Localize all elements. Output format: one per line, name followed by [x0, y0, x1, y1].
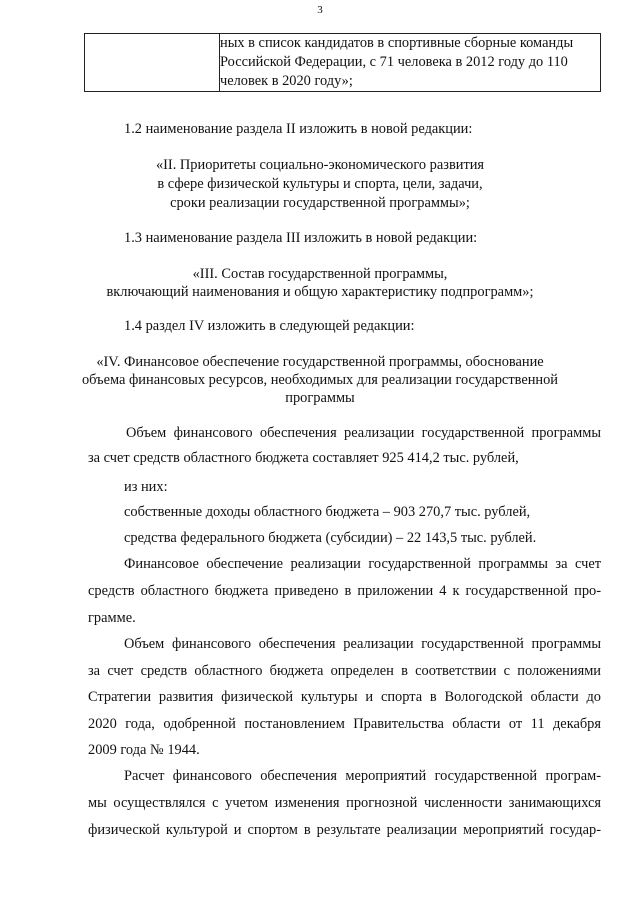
para-appendix-line: средств областного бюджета приведено в приложении 4 к государственной про-	[88, 583, 601, 599]
page-number: 3	[317, 4, 323, 16]
own-revenue-line: собственные доходы областного бюджета – 903 270,7 тыс. рублей,	[124, 504, 531, 520]
item-1-4: 1.4 раздел IV изложить в следующей редакции:	[124, 318, 415, 334]
para-volume-line: Объем финансового обеспечения реализации государственной программы	[126, 425, 601, 441]
para-strategy-line: Стратегии развития физической культуры и спорта в Вологодской области до	[88, 689, 601, 705]
section-2-title-line: в сфере физической культуры и спорта, цели, задачи,	[157, 176, 483, 192]
table-text-cell	[220, 34, 601, 92]
para-calc-line: физической культурой и спортом в результате реализации мероприятий государ-	[88, 822, 601, 838]
para-volume-line: за счет средств областного бюджета составляет 925 414,2 тыс. рублей,	[88, 450, 519, 466]
federal-funds-line: средства федерального бюджета (субсидии) – 22 143,5 тыс. рублей.	[124, 530, 537, 546]
section-2-title-line: сроки реализации государственной программы»;	[170, 195, 470, 211]
section-3-title-line: «III. Состав государственной программы,	[192, 266, 448, 282]
continuation-table	[84, 33, 601, 92]
item-1-3: 1.3 наименование раздела III изложить в новой редакции:	[124, 230, 478, 246]
para-strategy-line: за счет средств областного бюджета определен в соответствии с положениями	[88, 663, 601, 679]
para-strategy-line: 2009 года № 1944.	[88, 742, 200, 758]
section-4-title-line: «IV. Финансовое обеспечение государственной программы, обоснование	[96, 354, 544, 370]
para-appendix-line: грамме.	[88, 610, 136, 626]
section-2-title-line: «II. Приоритеты социально-экономического развития	[155, 157, 485, 173]
table-cell-line: ных в список кандидатов в спортивные сборные команды	[220, 35, 574, 51]
para-calc-line: Расчет финансового обеспечения мероприятий государственной програм-	[124, 768, 601, 784]
item-1-2: 1.2 наименование раздела II изложить в новой редакции:	[124, 121, 473, 137]
section-4-title-line: объема финансовых ресурсов, необходимых для реализации государственной	[81, 372, 559, 388]
table-empty-cell	[85, 34, 220, 92]
para-appendix-line: Финансовое обеспечение реализации государственной программы за счет	[124, 556, 601, 572]
section-3-title-line: включающий наименования и общую характеристику подпрограмм»;	[106, 284, 534, 300]
section-4-title-line: программы	[285, 390, 355, 406]
para-strategy-line: 2020 года, одобренной постановлением Правительства области от 11 декабря	[88, 716, 601, 732]
para-calc-line: мы осуществлялся с учетом изменения прогнозной численности занимающихся	[88, 795, 601, 811]
table-cell-line: Российской Федерации, с 71 человека в 2012 году до 110	[220, 54, 568, 70]
table-cell-line: человек в 2020 году»;	[220, 73, 353, 89]
para-strategy-line: Объем финансового обеспечения реализации государственной программы	[124, 636, 601, 652]
of-them-label: из них:	[124, 479, 168, 495]
